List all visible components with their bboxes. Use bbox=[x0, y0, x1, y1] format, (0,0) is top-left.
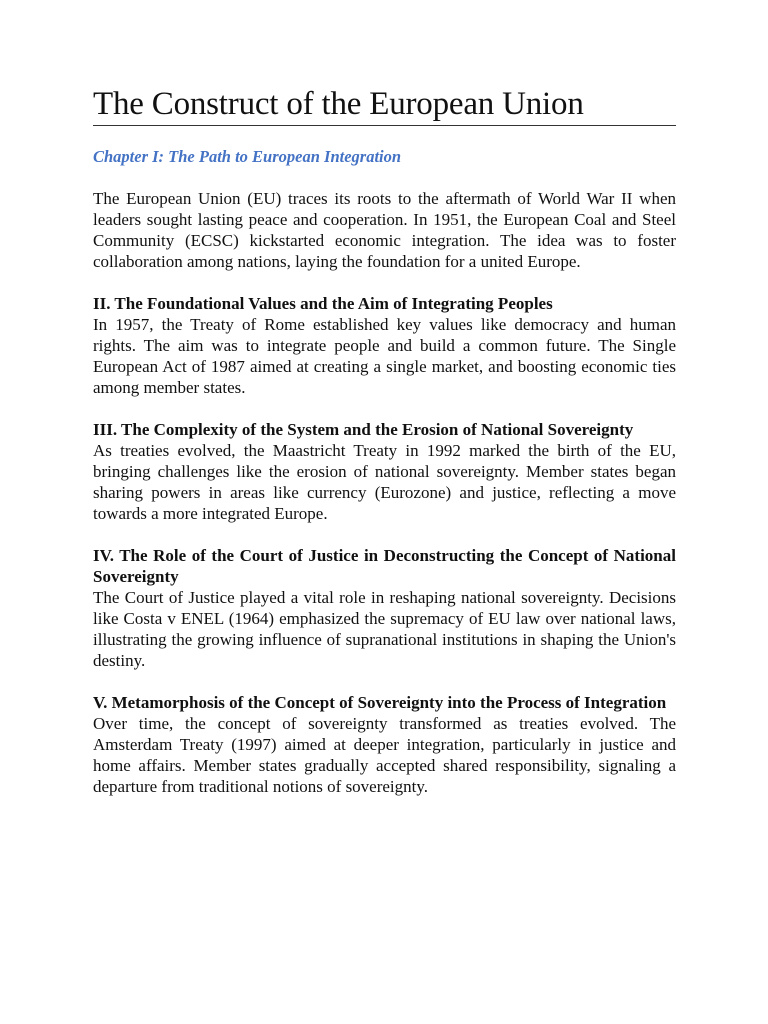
section-body: Over time, the concept of sovereignty transformed as treaties evolved. The Amsterdam Treaty (1997) aimed at deeper integration, particularly in justice and home affairs. Member states gradually accepted shared responsibility, signaling a departure from traditional notions of sovereignty. bbox=[93, 714, 676, 797]
section-3 bbox=[93, 419, 676, 524]
chapter-heading: Chapter I: The Path to European Integration bbox=[93, 147, 402, 167]
section-2 bbox=[93, 293, 676, 398]
section-4 bbox=[93, 545, 676, 671]
section-heading: III. The Complexity of the System and the Erosion of National Sovereignty bbox=[93, 420, 634, 440]
section-body: The Court of Justice played a vital role in reshaping national sovereignty. Decisions like Costa v ENEL (1964) emphasized the supremacy of EU law over national laws, illustrating the growing influence of supranational institutions in shaping the Union's destiny. bbox=[93, 588, 676, 671]
document-title: The Construct of the European Union bbox=[93, 86, 676, 126]
document-page bbox=[93, 86, 676, 797]
section-heading: V. Metamorphosis of the Concept of Sovereignty into the Process of Integration bbox=[93, 693, 667, 713]
section-heading: II. The Foundational Values and the Aim of Integrating Peoples bbox=[93, 294, 553, 314]
section-body: As treaties evolved, the Maastricht Treaty in 1992 marked the birth of the EU, bringing challenges like the erosion of national sovereignty. Member states began sharing powers in areas like currency (Eurozone) and justice, reflecting a move towards a more integrated Europe. bbox=[93, 441, 676, 524]
section-heading: IV. The Role of the Court of Justice in Deconstructing the Concept of National Sovereignty bbox=[93, 546, 676, 587]
intro-paragraph: The European Union (EU) traces its roots to the aftermath of World War II when leaders sought lasting peace and cooperation. In 1951, the European Coal and Steel Community (ECSC) kickstarted economic integration. The idea was to foster collaboration among nations, laying the foundation for a united Europe. bbox=[93, 189, 676, 272]
section-5 bbox=[93, 692, 676, 797]
section-body: In 1957, the Treaty of Rome established key values like democracy and human rights. The aim was to integrate people and build a common future. The Single European Act of 1987 aimed at creating a single market, and boosting economic ties among member states. bbox=[93, 315, 676, 398]
